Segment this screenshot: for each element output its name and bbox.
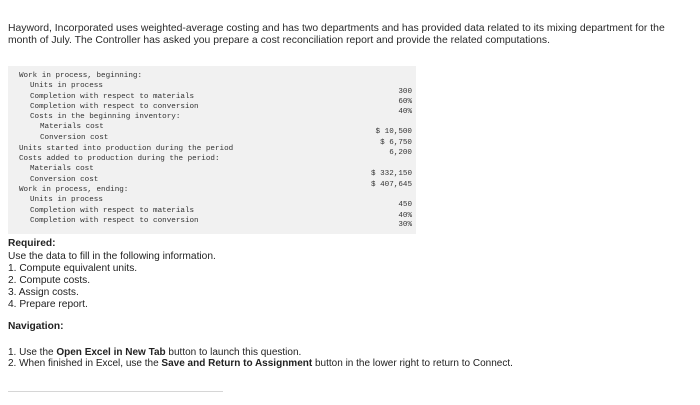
row-label: Completion with respect to materials (30, 93, 195, 101)
row-value: 40% (398, 212, 412, 220)
navigation-title: Navigation: (8, 321, 64, 332)
required-section (8, 238, 648, 311)
row-label: Units started into production during the period (19, 145, 234, 153)
navigation-step-1 (8, 347, 668, 358)
row-value: 300 (398, 88, 412, 96)
row-label: Materials cost (30, 165, 94, 173)
row-label: Costs added to production during the period: (19, 155, 220, 163)
row-label: Costs in the beginning inventory: (30, 113, 181, 121)
row-value: 6,200 (389, 149, 412, 157)
row-label: Completion with respect to conversion (30, 103, 199, 111)
divider (8, 391, 223, 392)
required-title: Required: (8, 238, 56, 249)
row-label: Conversion cost (40, 134, 109, 142)
data-row (0, 220, 420, 230)
step-text: button in the lower right to return to Connect. (312, 358, 513, 369)
save-return-label: Save and Return to Assignment (161, 358, 313, 369)
intro-paragraph: Hayword, Incorporated uses weighted-average costing and has two departments and has provided data related to its mixing department for the month of July. The Controller has asked you prepare a cost reconciliation report and provide the related computations. (8, 23, 665, 46)
open-excel-label: Open Excel in New Tab (56, 347, 166, 358)
row-value: $ 10,500 (375, 128, 412, 136)
row-value: 30% (398, 221, 412, 229)
row-value: $ 407,645 (370, 181, 412, 189)
row-label: Units in process (30, 196, 103, 204)
row-value: $ 332,150 (370, 170, 412, 178)
step-text: 1. Use the (8, 347, 57, 358)
row-label: Work in process, beginning: (19, 72, 143, 80)
data-row (0, 71, 420, 81)
step-text: 2. When finished in Excel, use the (8, 358, 162, 369)
required-intro: Use the data to fill in the following information. (8, 251, 216, 262)
row-value: 450 (398, 201, 412, 209)
row-label: Completion with respect to materials (30, 207, 195, 215)
row-label: Units in process (30, 82, 103, 90)
row-label: Conversion cost (30, 176, 99, 184)
step-text: button to launch this question. (165, 347, 302, 358)
data-row (0, 185, 420, 195)
data-row (0, 112, 420, 122)
data-row (0, 154, 420, 164)
row-label: Work in process, ending: (19, 186, 129, 194)
navigation-step-2 (8, 358, 668, 369)
navigation-steps (8, 347, 668, 369)
required-item: 1. Compute equivalent units. (8, 263, 138, 274)
required-item: 3. Assign costs. (8, 287, 79, 298)
required-item: 4. Prepare report. (8, 299, 88, 310)
row-label: Materials cost (40, 123, 104, 131)
row-label: Completion with respect to conversion (30, 217, 199, 225)
row-value: $ 6,750 (380, 139, 412, 147)
row-value: 60% (398, 98, 412, 106)
row-value: 40% (398, 108, 412, 116)
required-item: 2. Compute costs. (8, 275, 91, 286)
